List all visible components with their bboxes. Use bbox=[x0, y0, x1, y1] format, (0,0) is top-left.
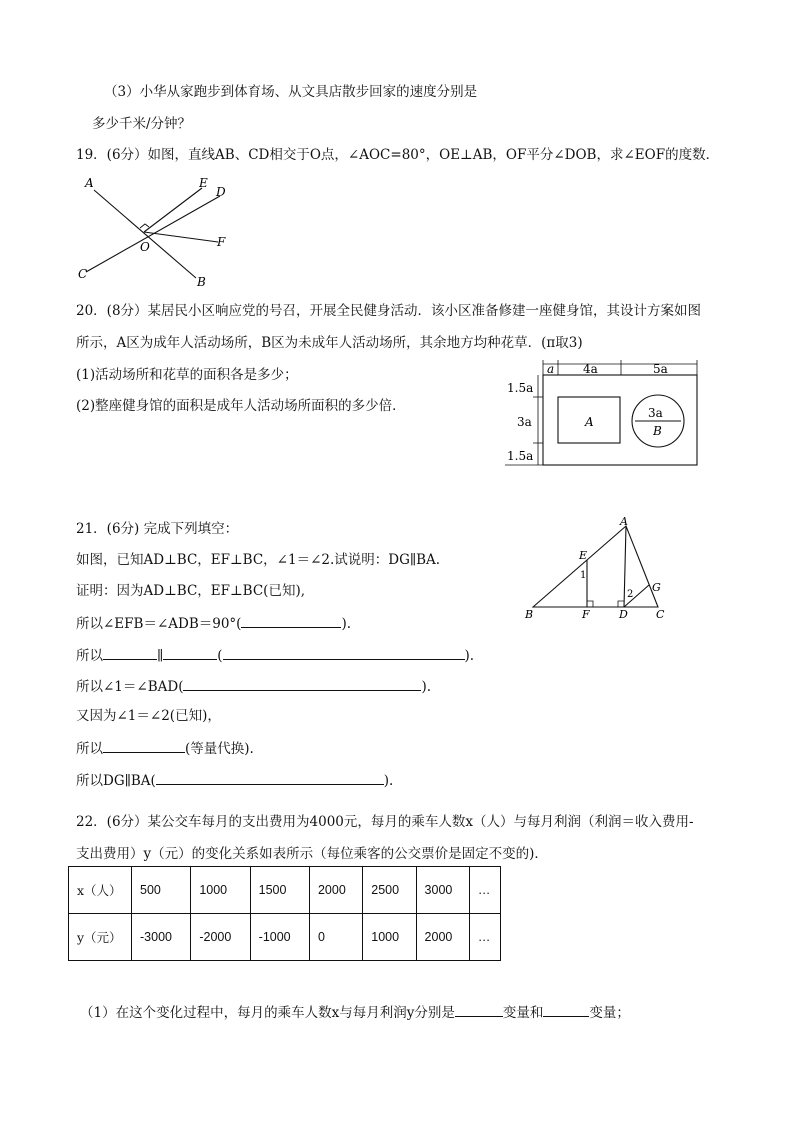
line-cd bbox=[86, 196, 220, 272]
q21-proof-start: 证明：因为AD⊥BC，EF⊥BC(已知), bbox=[76, 583, 306, 599]
q20-line1: 20．(8分）某居民小区响应党的号召，开展全民健身活动．该小区准备修建一座健身馆，其设计方案如图 bbox=[76, 303, 702, 319]
q21-step6: 所以DG∥BA( ). bbox=[76, 770, 393, 790]
label-b: B bbox=[197, 275, 206, 289]
ray-oe bbox=[144, 188, 202, 232]
q21-step2: 所以 ∥ ( ). bbox=[76, 645, 474, 665]
table-cell: 2500 bbox=[363, 867, 416, 914]
table-cell: -2000 bbox=[191, 914, 250, 961]
right-angle-mark bbox=[140, 224, 149, 228]
q21-step1: 所以∠EFB＝∠ADB＝90°( ). bbox=[76, 613, 351, 633]
q21-blank-3[interactable] bbox=[183, 676, 421, 691]
label-left-15a-top: 1.5a bbox=[507, 381, 534, 395]
line-ab bbox=[94, 190, 196, 278]
label-g: G bbox=[652, 581, 661, 594]
q21-figure bbox=[520, 515, 670, 623]
label-top-4a: 4a bbox=[583, 362, 598, 376]
q21-blank-1[interactable] bbox=[241, 613, 341, 628]
triangle-abc bbox=[533, 526, 658, 607]
table-cell: … bbox=[469, 867, 500, 914]
label-c: C bbox=[78, 267, 88, 281]
q21-step3: 所以∠1＝∠BAD( ). bbox=[76, 676, 431, 696]
label-d: D bbox=[216, 185, 226, 199]
q21-blank-2a[interactable] bbox=[103, 645, 157, 660]
label-region-a: A bbox=[585, 415, 594, 429]
q20-sub1: (1)活动场所和花草的面积各是多少； bbox=[76, 367, 298, 383]
label-f: F bbox=[217, 235, 226, 249]
label-a: A bbox=[85, 176, 94, 190]
ray-of bbox=[144, 232, 218, 242]
label-region-b: B bbox=[653, 424, 662, 438]
table-cell: … bbox=[469, 914, 500, 961]
q21-blank-2c[interactable] bbox=[223, 645, 465, 660]
q22-blank-1[interactable] bbox=[455, 1002, 503, 1017]
q21-title: 21．(6分) 完成下列填空： bbox=[76, 521, 239, 537]
q21-blank-5[interactable] bbox=[103, 738, 185, 753]
label-angle-1: 1 bbox=[580, 570, 587, 581]
label-c: C bbox=[656, 608, 665, 621]
q22-table bbox=[68, 866, 501, 961]
label-f: F bbox=[582, 608, 590, 621]
table-cell: 1000 bbox=[363, 914, 416, 961]
label-a: A bbox=[620, 515, 628, 528]
q21-given: 如图，已知AD⊥BC，EF⊥BC，∠1＝∠2.试说明：DG∥BA. bbox=[76, 552, 441, 568]
label-left-3a: 3a bbox=[517, 415, 532, 429]
q18-part3-line2: 多少千米/分钟？ bbox=[92, 116, 192, 132]
q22-line1: 22．(6分）某公交车每月的支出费用为4000元，每月的乘车人数x（人）与每月利润（利润＝收入费用- bbox=[76, 814, 694, 830]
table-cell: 0 bbox=[309, 914, 362, 961]
q22-sub1: （1）在这个变化过程中，每月的乘车人数x与每月利润y分别是 变量和 变量； bbox=[80, 1002, 630, 1022]
table-cell: 1000 bbox=[191, 867, 250, 914]
table-row-y bbox=[69, 914, 501, 961]
label-circle-3a: 3a bbox=[648, 406, 663, 420]
table-cell: x（人） bbox=[69, 867, 132, 914]
label-left-15a-bottom: 1.5a bbox=[507, 449, 534, 463]
table-cell: 3000 bbox=[416, 867, 469, 914]
table-cell: -3000 bbox=[132, 914, 191, 961]
label-top-a: a bbox=[547, 362, 555, 376]
label-top-5a: 5a bbox=[653, 362, 668, 376]
q21-step4: 又因为∠1＝∠2(已知)， bbox=[76, 708, 221, 724]
label-e: E bbox=[579, 549, 588, 562]
q21-blank-2b[interactable] bbox=[163, 645, 217, 660]
q22-line2: 支出费用）y（元）的变化关系如表所示（每位乘客的公交票价是固定不变的)． bbox=[76, 846, 548, 862]
label-d: D bbox=[619, 608, 628, 621]
q20-sub2: (2)整座健身馆的面积是成年人活动场所面积的多少倍． bbox=[76, 398, 406, 414]
q20-line2: 所示，A区为成年人活动场所，B区为未成年人活动场所，其余地方均种花草．(π取3) bbox=[76, 335, 583, 351]
line-ad bbox=[624, 526, 626, 607]
q21-step5: 所以 (等量代换). bbox=[76, 738, 254, 758]
q19-text: 19．(6分）如图，直线AB、CD相交于O点，∠AOC=80°，OE⊥AB，OF平分∠DOB，求∠EOF的度数． bbox=[76, 147, 720, 163]
label-o: O bbox=[140, 240, 150, 254]
table-cell: 2000 bbox=[416, 914, 469, 961]
label-b: B bbox=[525, 608, 534, 621]
q18-part3-line1: （3）小华从家跑步到体育场、从文具店散步回家的速度分别是 bbox=[104, 84, 478, 100]
table-cell: 1500 bbox=[250, 867, 309, 914]
q20-figure bbox=[505, 360, 701, 468]
q21-blank-6[interactable] bbox=[156, 770, 384, 785]
q19-figure bbox=[74, 174, 244, 292]
table-cell: 2000 bbox=[309, 867, 362, 914]
label-e: E bbox=[199, 176, 208, 190]
table-cell: 500 bbox=[132, 867, 191, 914]
q22-blank-2[interactable] bbox=[543, 1002, 589, 1017]
label-angle-2: 2 bbox=[627, 589, 634, 600]
table-cell: y（元） bbox=[69, 914, 132, 961]
table-row-x bbox=[69, 867, 501, 914]
table-cell: -1000 bbox=[250, 914, 309, 961]
